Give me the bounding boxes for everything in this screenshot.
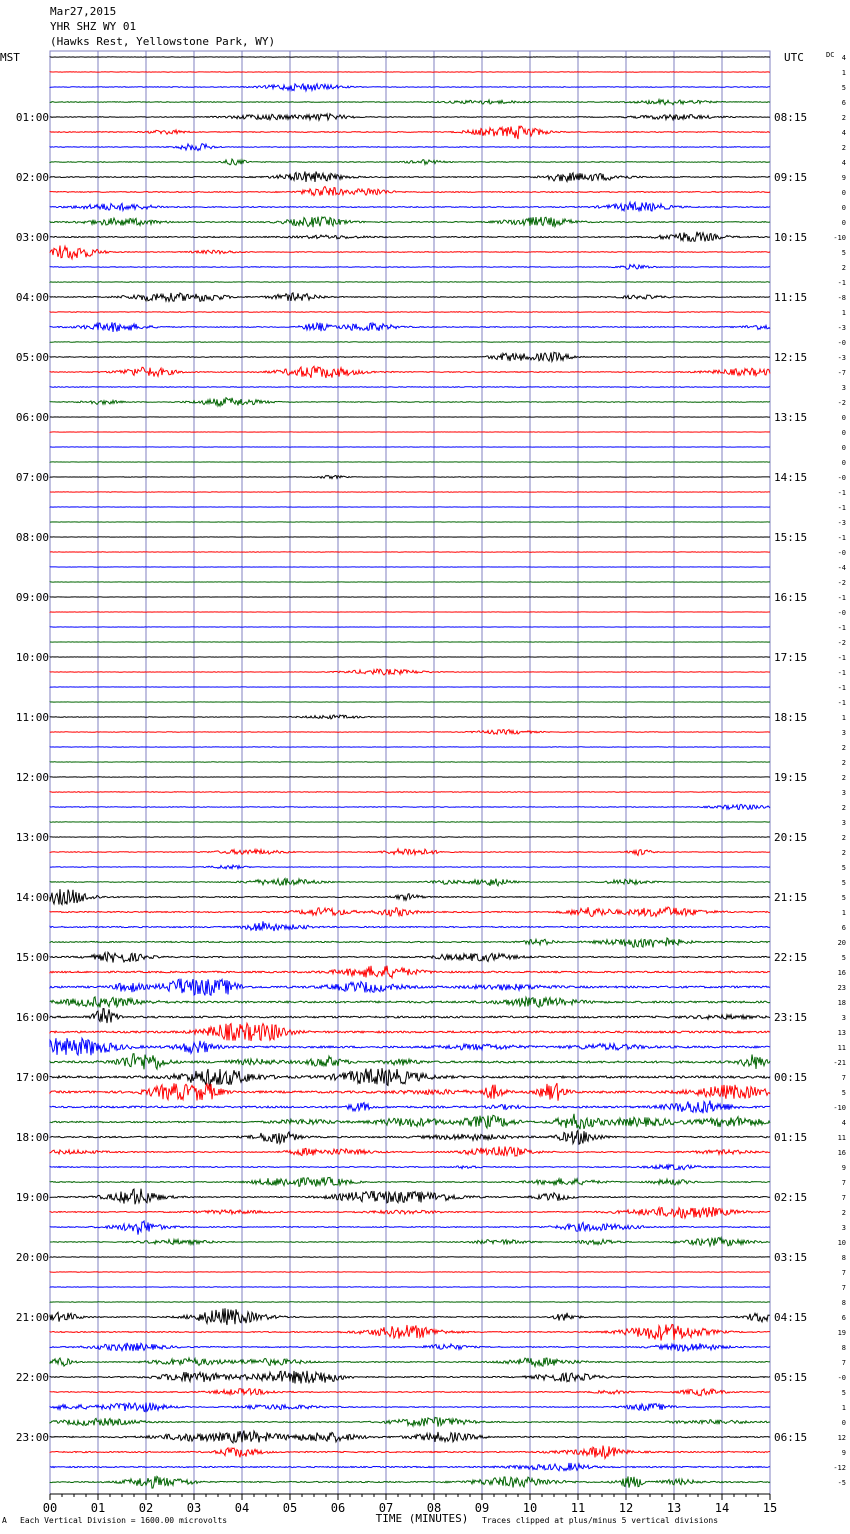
trace-line xyxy=(50,804,770,809)
trace-line xyxy=(50,878,770,886)
dc-offset-label: -0 xyxy=(837,549,846,557)
dc-offset-label: -1 xyxy=(837,279,846,287)
dc-offset-label: -1 xyxy=(837,489,846,497)
dc-offset-label: 8 xyxy=(841,1344,846,1352)
trace-line xyxy=(50,669,770,675)
x-tick-label: 08 xyxy=(426,1501,442,1515)
dc-offset-label: 11 xyxy=(837,1044,846,1052)
trace-line xyxy=(50,1083,770,1101)
dc-offset-label: 10 xyxy=(837,1239,846,1247)
dc-offset-label: -0 xyxy=(837,1374,846,1382)
dc-offset-label: 0 xyxy=(841,204,846,212)
x-tick-label: 10 xyxy=(522,1501,538,1515)
dc-offset-label: -2 xyxy=(837,639,846,647)
right-hour-label: 22:15 xyxy=(774,951,808,964)
dc-offset-label: 4 xyxy=(841,1119,846,1127)
dc-offset-label: 6 xyxy=(841,1314,846,1322)
dc-offset-label: -1 xyxy=(837,534,846,542)
dc-offset-label: 3 xyxy=(841,1224,846,1232)
dc-offset-label: -12 xyxy=(833,1464,846,1472)
right-hour-label: 02:15 xyxy=(774,1191,808,1204)
dc-offset-label: 0 xyxy=(841,1419,846,1427)
right-hour-label: 16:15 xyxy=(774,591,808,604)
dc-offset-label: 19 xyxy=(837,1329,846,1337)
dc-offset-label: 5 xyxy=(841,84,846,92)
trace-line xyxy=(50,202,770,211)
dc-offset-label: 6 xyxy=(841,924,846,932)
dc-offset-label: 5 xyxy=(841,1089,846,1097)
dc-header-label: DC xyxy=(826,51,835,59)
dc-offset-label: -7 xyxy=(837,369,846,377)
dc-offset-label: -5 xyxy=(837,1479,846,1487)
trace-line xyxy=(50,84,770,91)
dc-offset-label: 4 xyxy=(841,54,846,62)
dc-offset-label: -1 xyxy=(837,699,846,707)
x-tick-label: 02 xyxy=(138,1501,154,1515)
x-tick-label: 09 xyxy=(474,1501,490,1515)
dc-offset-label: 2 xyxy=(841,114,846,122)
trace-line xyxy=(50,1371,770,1384)
dc-offset-label: 0 xyxy=(841,219,846,227)
dc-offset-label: -10 xyxy=(833,1104,846,1112)
trace-line xyxy=(50,1101,770,1114)
trace-line xyxy=(50,715,770,719)
left-hour-label: 09:00 xyxy=(15,591,49,604)
trace-line xyxy=(50,172,770,182)
left-hour-label: 01:00 xyxy=(15,111,49,124)
dc-offset-label: -0 xyxy=(837,339,846,347)
dc-offset-label: -1 xyxy=(837,684,846,692)
dc-offset-label: 7 xyxy=(841,1194,846,1202)
dc-offset-label: 12 xyxy=(837,1434,846,1442)
trace-line xyxy=(50,475,770,478)
right-hour-label: 12:15 xyxy=(774,351,808,364)
trace-line xyxy=(50,1068,770,1086)
trace-line xyxy=(50,1023,770,1041)
right-timezone-label: UTC xyxy=(784,51,804,64)
dc-offset-label: 3 xyxy=(841,789,846,797)
x-tick-label: 11 xyxy=(570,1501,586,1515)
dc-offset-label: 5 xyxy=(841,1389,846,1397)
station-label: YHR SHZ WY 01 xyxy=(50,20,137,33)
x-tick-label: 05 xyxy=(282,1501,298,1515)
trace-line xyxy=(50,1164,770,1169)
right-hour-label: 05:15 xyxy=(774,1371,808,1384)
dc-offset-label: -3 xyxy=(837,354,846,362)
dc-offset-label: -1 xyxy=(837,669,846,677)
trace-line xyxy=(50,1463,770,1471)
trace-line xyxy=(50,730,770,735)
trace-line xyxy=(50,865,770,869)
dc-offset-label: -21 xyxy=(833,1059,846,1067)
dc-offset-label: 5 xyxy=(841,864,846,872)
dc-offset-label: -1 xyxy=(837,594,846,602)
trace-line xyxy=(50,889,770,905)
right-hour-label: 19:15 xyxy=(774,771,808,784)
dc-offset-label: 5 xyxy=(841,879,846,887)
trace-line xyxy=(50,1446,770,1459)
trace-line xyxy=(50,312,770,313)
trace-line xyxy=(50,293,770,302)
dc-offset-label: 2 xyxy=(841,264,846,272)
dc-offset-label: 6 xyxy=(841,99,846,107)
dc-offset-label: 4 xyxy=(841,159,846,167)
traces xyxy=(50,57,770,1488)
x-tick-label: 07 xyxy=(378,1501,394,1515)
dc-offset-label: 7 xyxy=(841,1284,846,1292)
left-hour-label: 16:00 xyxy=(15,1011,49,1024)
right-hour-label: 17:15 xyxy=(774,651,808,664)
dc-offset-label: 8 xyxy=(841,1299,846,1307)
right-hour-label: 23:15 xyxy=(774,1011,808,1024)
left-hour-label: 20:00 xyxy=(15,1251,49,1264)
trace-line xyxy=(50,1389,770,1396)
trace-line xyxy=(50,398,770,406)
dc-offset-label: 16 xyxy=(837,1149,846,1157)
right-hour-label: 15:15 xyxy=(774,531,808,544)
trace-line xyxy=(50,938,770,947)
trace-line xyxy=(50,1038,770,1055)
left-hour-label: 03:00 xyxy=(15,231,49,244)
location-label: (Hawks Rest, Yellowstone Park, WY) xyxy=(50,35,276,48)
right-hour-label: 06:15 xyxy=(774,1431,808,1444)
x-tick-label: 04 xyxy=(234,1501,250,1515)
trace-line xyxy=(50,126,770,139)
trace-line xyxy=(50,232,770,242)
left-hour-label: 19:00 xyxy=(15,1191,49,1204)
trace-line xyxy=(50,1114,770,1129)
dc-offset-label: 1 xyxy=(841,69,846,77)
left-hour-label: 12:00 xyxy=(15,771,49,784)
right-hour-label: 09:15 xyxy=(774,171,808,184)
dc-offset-label: 5 xyxy=(841,894,846,902)
trace-line xyxy=(50,1054,770,1070)
left-timezone-label: MST xyxy=(0,51,20,64)
dc-offset-label: 1 xyxy=(841,909,846,917)
left-hour-label: 04:00 xyxy=(15,291,49,304)
trace-line xyxy=(50,159,770,165)
dc-offset-label: 2 xyxy=(841,804,846,812)
dc-offset-label: 9 xyxy=(841,174,846,182)
dc-offset-label: 3 xyxy=(841,819,846,827)
left-hour-label: 18:00 xyxy=(15,1131,49,1144)
dc-offset-label: 0 xyxy=(841,189,846,197)
right-hour-label: 14:15 xyxy=(774,471,808,484)
dc-offset-label: -1 xyxy=(837,624,846,632)
left-hour-label: 10:00 xyxy=(15,651,49,664)
dc-offset-label: 0 xyxy=(841,429,846,437)
dc-offset-label: 11 xyxy=(837,1134,846,1142)
dc-offset-label: 2 xyxy=(841,744,846,752)
x-axis-title: TIME (MINUTES) xyxy=(375,1512,469,1525)
dc-offset-label: 7 xyxy=(841,1179,846,1187)
dc-offset-label: -1 xyxy=(837,654,846,662)
trace-line xyxy=(50,1009,770,1024)
clip-note: Traces clipped at plus/minus 5 vertical divisions xyxy=(482,1516,719,1525)
x-tick-label: 03 xyxy=(186,1501,202,1515)
dc-offset-label: 3 xyxy=(841,384,846,392)
dc-offset-label: 7 xyxy=(841,1074,846,1082)
left-hour-label: 21:00 xyxy=(15,1311,49,1324)
trace-line xyxy=(50,100,770,105)
left-hour-label: 17:00 xyxy=(15,1071,49,1084)
right-hour-label: 00:15 xyxy=(774,1071,808,1084)
trace-line xyxy=(50,322,770,332)
dc-offset-label: -2 xyxy=(837,579,846,587)
right-hour-label: 04:15 xyxy=(774,1311,808,1324)
trace-line xyxy=(50,1324,770,1340)
dc-offset-label: 1 xyxy=(841,309,846,317)
dc-offset-label: 2 xyxy=(841,849,846,857)
x-tick-label: 01 xyxy=(90,1501,106,1515)
dc-offset-label: 1 xyxy=(841,714,846,722)
right-hour-label: 10:15 xyxy=(774,231,808,244)
right-hour-label: 08:15 xyxy=(774,111,808,124)
dc-offset-label: 2 xyxy=(841,774,846,782)
dc-offset-label: -3 xyxy=(837,324,846,332)
trace-line xyxy=(50,366,770,378)
trace-line xyxy=(50,114,770,120)
left-hour-label: 05:00 xyxy=(15,351,49,364)
trace-line xyxy=(50,352,770,361)
trace-line xyxy=(50,217,770,228)
trace-line xyxy=(50,1189,770,1205)
trace-line xyxy=(50,1308,770,1325)
trace-line xyxy=(50,144,770,151)
corner-mark: A xyxy=(2,1516,7,1525)
dc-offset-label: 2 xyxy=(841,144,846,152)
dc-offset-label: 7 xyxy=(841,1359,846,1367)
trace-line xyxy=(50,1431,770,1443)
trace-line xyxy=(50,1130,770,1144)
trace-line xyxy=(50,997,770,1008)
dc-offset-label: 18 xyxy=(837,999,846,1007)
dc-offset-label: -0 xyxy=(837,474,846,482)
dc-offset-label: 1 xyxy=(841,1404,846,1412)
right-hour-label: 01:15 xyxy=(774,1131,808,1144)
dc-offset-label: 20 xyxy=(837,939,846,947)
dc-offset-label: 5 xyxy=(841,954,846,962)
left-hour-label: 23:00 xyxy=(15,1431,49,1444)
dc-offset-label: -0 xyxy=(837,609,846,617)
dc-offset-label: 4 xyxy=(841,129,846,137)
scale-note: Each Vertical Division = 1600.00 microvolts xyxy=(20,1516,228,1525)
trace-line xyxy=(50,1177,770,1186)
right-hour-label: 18:15 xyxy=(774,711,808,724)
dc-offset-label: 9 xyxy=(841,1449,846,1457)
x-tick-label: 14 xyxy=(714,1501,730,1515)
dc-offset-label: -8 xyxy=(837,294,846,302)
x-tick-label: 00 xyxy=(42,1501,58,1515)
trace-line xyxy=(50,1358,770,1366)
trace-line xyxy=(50,921,770,931)
trace-line xyxy=(50,387,770,388)
dc-offset-label: 8 xyxy=(841,1254,846,1262)
dc-offset-label: -10 xyxy=(833,234,846,242)
trace-line xyxy=(50,907,770,917)
x-tick-label: 13 xyxy=(666,1501,682,1515)
left-hour-label: 14:00 xyxy=(15,891,49,904)
trace-line xyxy=(50,1221,770,1235)
trace-line xyxy=(50,1238,770,1246)
trace-line xyxy=(50,966,770,978)
right-hour-label: 11:15 xyxy=(774,291,808,304)
x-tick-label: 15 xyxy=(762,1501,778,1515)
trace-line xyxy=(50,187,770,196)
dc-offset-label: 0 xyxy=(841,459,846,467)
right-hour-label: 03:15 xyxy=(774,1251,808,1264)
trace-line xyxy=(50,1147,770,1157)
dc-offset-label: 0 xyxy=(841,444,846,452)
dc-offset-label: 7 xyxy=(841,1269,846,1277)
dc-offset-label: 13 xyxy=(837,1029,846,1037)
dc-offset-label: 9 xyxy=(841,1164,846,1172)
trace-line xyxy=(50,1476,770,1488)
trace-line xyxy=(50,1343,770,1351)
left-hour-label: 15:00 xyxy=(15,951,49,964)
trace-line xyxy=(50,792,770,793)
dc-offset-label: -2 xyxy=(837,399,846,407)
dc-offset-label: -3 xyxy=(837,519,846,527)
dc-offset-label: -4 xyxy=(837,564,846,572)
x-tick-label: 06 xyxy=(330,1501,346,1515)
trace-line xyxy=(50,849,770,856)
left-hour-label: 07:00 xyxy=(15,471,49,484)
left-hour-label: 13:00 xyxy=(15,831,49,844)
right-hour-label: 21:15 xyxy=(774,891,808,904)
left-hour-label: 06:00 xyxy=(15,411,49,424)
trace-line xyxy=(50,952,770,962)
trace-line xyxy=(50,246,770,259)
dc-offset-label: 2 xyxy=(841,1209,846,1217)
trace-line xyxy=(50,1417,770,1426)
dc-offset-label: 16 xyxy=(837,969,846,977)
right-hour-label: 13:15 xyxy=(774,411,808,424)
x-tick-label: 12 xyxy=(618,1501,634,1515)
right-hour-label: 20:15 xyxy=(774,831,808,844)
dc-offset-label: 23 xyxy=(837,984,846,992)
dc-offset-label: 2 xyxy=(841,759,846,767)
dc-offset-label: 2 xyxy=(841,834,846,842)
dc-offset-label: 3 xyxy=(841,1014,846,1022)
dc-offset-label: -1 xyxy=(837,504,846,512)
dc-offset-label: 3 xyxy=(841,729,846,737)
date-label: Mar27,2015 xyxy=(50,5,117,18)
trace-line xyxy=(50,265,770,270)
trace-line xyxy=(50,1403,770,1412)
left-hour-label: 08:00 xyxy=(15,531,49,544)
left-hour-label: 22:00 xyxy=(15,1371,49,1384)
left-hour-label: 11:00 xyxy=(15,711,49,724)
dc-offset-label: 5 xyxy=(841,249,846,257)
trace-line xyxy=(50,979,770,996)
dc-offset-label: 0 xyxy=(841,414,846,422)
left-hour-label: 02:00 xyxy=(15,171,49,184)
trace-line xyxy=(50,1207,770,1218)
